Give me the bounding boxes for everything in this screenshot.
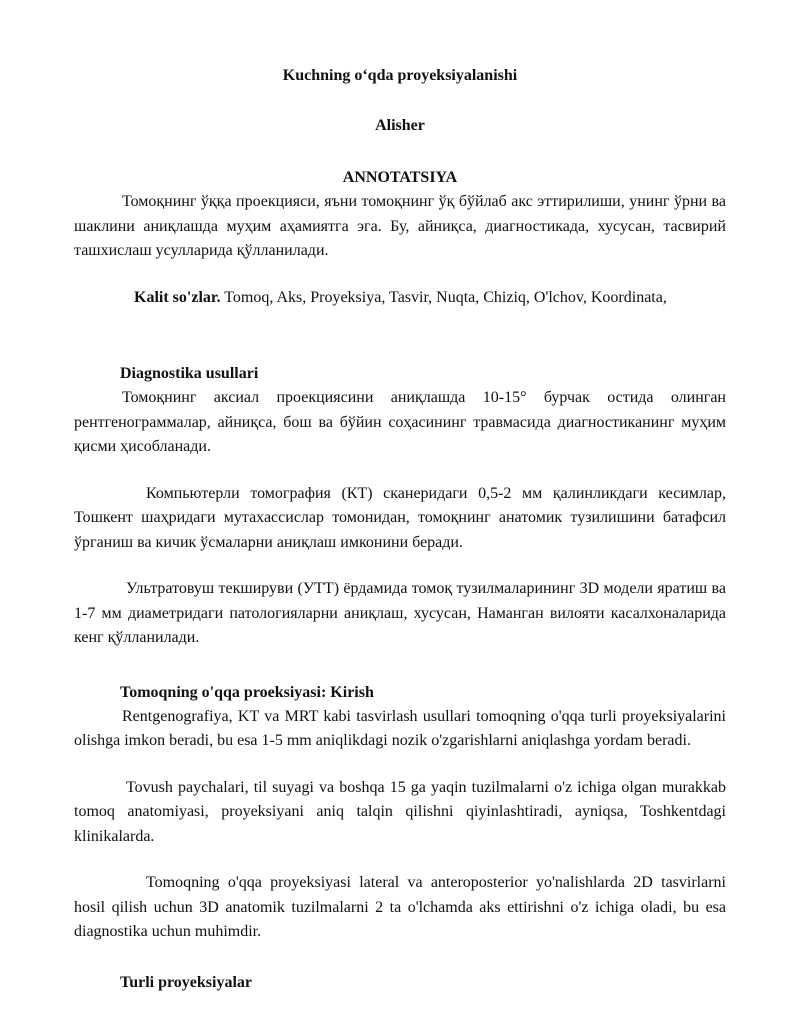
- section-heading-diagnostics: Diagnostika usullari: [120, 365, 259, 382]
- section-heading-introduction: Tomoqning o'qqa proeksiyasi: Kirish: [120, 683, 374, 701]
- annotation-heading: ANNOTATSIYA: [342, 169, 458, 186]
- document-title: Kuchning o‘qda proyeksiyalanishi: [282, 67, 518, 84]
- paragraph: Rentgenografiya, KT va MRT kabi tasvirlash usullari tomoqning o'qqa turli proyeksiyalarini olishga imkon beradi, bu esa 1-5 mm aniqlikdagi nozik o'zgarishlarni aniqlashga yordam beradi.: [74, 707, 726, 749]
- paragraph: Томоқнинг аксиал проекциясини аниқлашда 10-15° бурчак остида олинган рентгенограммалар, айниқса, бош ва бўйин соҳасининг травмасида диагностиканинг муҳим қисми ҳисобланади.: [74, 389, 726, 455]
- keywords-label: Kalit so'zlar.: [134, 288, 221, 306]
- keywords-paragraph: [74, 286, 726, 311]
- annotation-paragraph: Томоқнинг ўққа проекцияси, яъни томоқнинг ўқ бўйлаб акс эттирилиши, унинг ўрни ва шаклини аниқлашда муҳим аҳамиятга эга. Бу, айниқса, диагностикада, хусусан, тасвирий ташхислаш усулларида қўлланилади.: [74, 193, 726, 259]
- section-heading-projections: Turli proyeksiyalar: [120, 973, 253, 991]
- paragraph: Компьютерли томография (КТ) сканеридаги 0,5-2 мм қалинликдаги кесимлар, Тошкент шаҳридаги мутахассислар томонидан, томоқнинг анатомик тузилишини батафсил ўрганиш ва кичик ўсмаларни аниқлаш имконини беради.: [74, 484, 726, 551]
- paragraph: Ультратовуш текшируви (УТТ) ёрдамида томоқ тузилмаларининг 3D модели яратиш ва 1-7 мм диаметридаги патологияларни аниқлаш, хусусан, Наманган вилояти касалхоналарида кенг қўлланилади.: [74, 580, 726, 646]
- paragraph: Tovush paychalari, til suyagi va boshqa 15 ga yaqin tuzilmalarni o'z ichiga olgan murakkab tomoq anatomiyasi, proyeksiyani aniq talqin qilishni qiyinlashtiradi, ayniqsa, Toshkentdagi klinikalarda.: [74, 778, 726, 845]
- document-author: Alisher: [375, 117, 425, 134]
- paragraph: Tomoqning o'qqa proyeksiyasi lateral va anteroposterior yo'nalishlarda 2D tasvirlarni hosil qilish uchun 3D anatomik tuzilmalarni 2 ta o'lchamda aks ettirishni o'z ichiga oladi, bu esa diagnostika uchun muhimdir.: [74, 874, 726, 940]
- keywords-text: Tomoq, Aks, Proyeksiya, Tasvir, Nuqta, Chiziq, O'lchov, Koordinata,: [220, 288, 667, 306]
